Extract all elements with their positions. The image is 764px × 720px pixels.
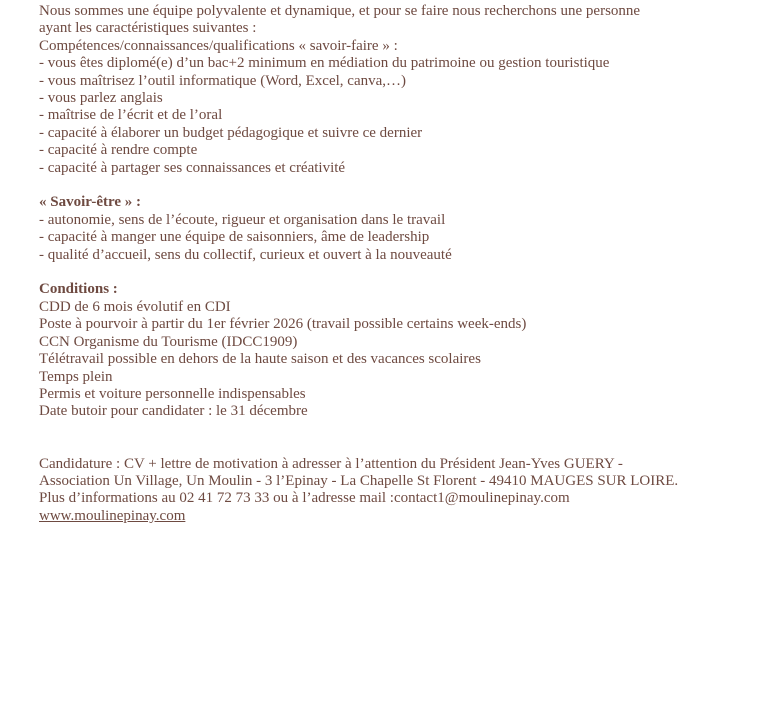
savoir-faire-item: - vous êtes diplomé(e) d’un bac+2 minimum en médiation du patrimoine ou gestion touristique [39,55,610,72]
conditions-item: Télétravail possible en dehors de la haute saison et des vacances scolaires [39,351,481,368]
candidature-line-2: Association Un Village, Un Moulin - 3 l’Epinay - La Chapelle St Florent - 49410 MAUGES SUR LOIRE. [39,472,679,489]
savoir-etre-item: - qualité d’accueil, sens du collectif, curieux et ouvert à la nouveauté [39,246,452,263]
website-link[interactable]: www.moulinepinay.com [39,507,186,524]
savoir-faire-item: - vous parlez anglais [39,90,163,107]
savoir-faire-item: - capacité à partager ses connaissances et créativité [39,159,346,176]
conditions-item: Date butoir pour candidater : le 31 décembre [39,403,308,420]
spacer [39,264,754,281]
savoir-etre-heading: « Savoir-être » : [39,194,142,211]
savoir-faire-item: - capacité à élaborer un budget pédagogique et suivre ce dernier [39,124,423,141]
conditions-item: CDD de 6 mois évolutif en CDI [39,298,231,315]
job-posting-document [39,3,754,525]
savoir-faire-item: - capacité à rendre compte [39,142,198,159]
savoir-faire-item: - vous maîtrisez l’outil informatique (Word, Excel, canva,…) [39,72,407,89]
conditions-item: Poste à pourvoir à partir du 1er février 2026 (travail possible certains week-ends) [39,316,527,333]
intro-line-2: ayant les caractéristiques suivantes : [39,20,257,37]
conditions-item: Permis et voiture personnelle indispensables [39,385,306,402]
conditions-heading: Conditions : [39,281,118,298]
savoir-faire-item: - maîtrise de l’écrit et de l’oral [39,107,223,124]
savoir-etre-item: - autonomie, sens de l’écoute, rigueur et organisation dans le travail [39,211,446,228]
savoir-etre-item: - capacité à manger une équipe de saisonniers, âme de leadership [39,229,430,246]
intro-line-1: Nous sommes une équipe polyvalente et dynamique, et pour se faire nous recherchons une personne [39,3,641,19]
spacer [39,177,754,194]
conditions-item: Temps plein [39,368,113,385]
candidature-line-1: Candidature : CV + lettre de motivation à adresser à l’attention du Président Jean-Yves GUERY - [39,455,623,472]
spacer [39,421,754,456]
conditions-item: CCN Organisme du Tourisme (IDCC1909) [39,333,298,350]
savoir-faire-heading: Compétences/connaissances/qualifications « savoir-faire » : [39,37,398,54]
candidature-line-3: Plus d’informations au 02 41 72 73 33 ou à l’adresse mail :contact1@moulinepinay.com [39,490,570,507]
